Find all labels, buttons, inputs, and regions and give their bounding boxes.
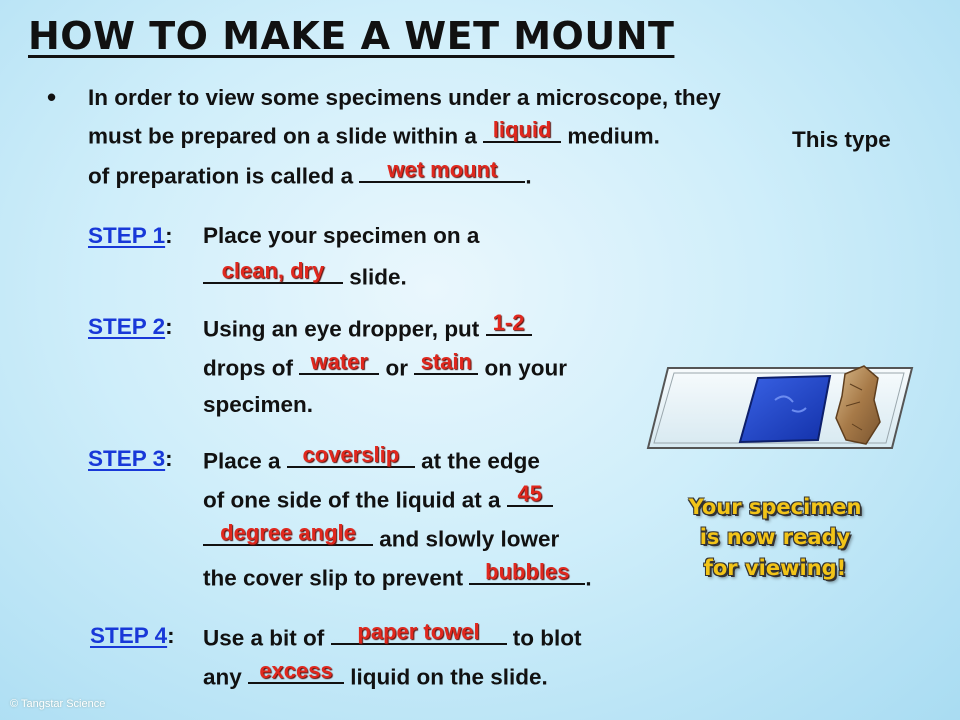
copyright-notice: © Tangstar Science [10, 698, 106, 710]
ready-line-2: is now ready [699, 525, 851, 550]
step-3-prevent: the cover slip to prevent [203, 565, 470, 591]
step-4-to-blot: to blot [506, 625, 582, 651]
answer-45: 45 [517, 480, 543, 506]
step-3-period: . [585, 565, 592, 591]
intro-line-2-medium: medium. [561, 123, 660, 149]
intro-line-2-text: must be prepared on a slide within a [88, 123, 484, 149]
blank-degree-angle [203, 519, 373, 546]
step-4-line-2 [203, 657, 548, 690]
step-1-line-1: Place your specimen on a [203, 223, 480, 248]
step-2-line-1 [203, 309, 532, 342]
intro-line-1: In order to view some specimens under a microscope, they [88, 85, 721, 110]
step-2-line-1-text: Using an eye dropper, put [203, 316, 486, 342]
step-1-label: STEP 1 [88, 223, 166, 248]
intro-line-2 [88, 116, 660, 149]
answer-wet-mount: wet mount [387, 156, 498, 182]
intro-line-3 [88, 156, 532, 189]
blank-bubbles [469, 558, 585, 585]
step-3-at-the-edge: at the edge [414, 448, 540, 474]
intro-line-3-text: of preparation is called a [88, 163, 360, 189]
answer-clean-dry: clean, dry [221, 257, 325, 283]
step-1-colon: : [165, 223, 173, 248]
step-1-slide-text: slide. [343, 264, 407, 290]
blank-45 [507, 480, 553, 507]
step-4-use-a-bit: Use a bit of [203, 625, 331, 651]
step-2-or: or [379, 355, 415, 381]
step-1-line-2 [203, 257, 407, 290]
step-3-slowly-lower: and slowly lower [373, 526, 560, 552]
step-1-heading [88, 222, 173, 249]
page-title: HOW TO MAKE A WET MOUNT [28, 14, 675, 58]
answer-drops: 1-2 [492, 309, 525, 335]
ready-message [660, 492, 890, 583]
answer-liquid: liquid [492, 116, 552, 142]
answer-bubbles: bubbles [485, 558, 570, 584]
step-4-label: STEP 4 [90, 623, 168, 648]
microscope-slide-illustration [640, 360, 920, 460]
step-3-line-4 [203, 558, 592, 591]
step-3-one-side: of one side of the liquid at a [203, 487, 507, 513]
step-3-line-2 [203, 480, 553, 513]
blank-coverslip [287, 441, 415, 468]
answer-paper-towel: paper towel [357, 618, 480, 644]
bullet-marker: • [47, 82, 57, 112]
intro-line-3-period: . [525, 163, 532, 189]
step-3-heading [88, 445, 173, 472]
step-4-liquid-on-slide: liquid on the slide. [344, 664, 548, 690]
ready-line-1: Your specimen [688, 495, 862, 519]
answer-stain: stain [420, 348, 472, 374]
step-2-line-2 [203, 348, 568, 381]
step-3-line-1 [203, 441, 540, 474]
blank-water [299, 348, 379, 375]
step-3-colon: : [165, 446, 173, 471]
answer-water: water [310, 348, 368, 374]
step-2-colon: : [165, 314, 173, 339]
blank-excess [248, 657, 344, 684]
step-3-place-a: Place a [203, 448, 287, 474]
step-4-heading [90, 622, 175, 649]
step-2-drops-of: drops of [203, 355, 300, 381]
step-3-label: STEP 3 [88, 446, 166, 471]
blank-clean-dry [203, 257, 343, 284]
step-4-colon: : [167, 623, 175, 648]
blank-wet-mount [359, 156, 525, 183]
answer-coverslip: coverslip [302, 441, 400, 467]
blank-paper-towel [331, 618, 507, 645]
step-2-line-3: specimen. [203, 392, 314, 417]
answer-excess: excess [259, 657, 333, 683]
step-4-line-1 [203, 618, 582, 651]
step-2-heading [88, 313, 173, 340]
step-2-on-your: on your [478, 355, 568, 381]
step-4-any: any [203, 664, 249, 690]
ready-line-3: for viewing! [703, 555, 847, 580]
answer-degree-angle: degree angle [220, 519, 356, 545]
blank-stain [414, 348, 478, 375]
blank-drops [486, 309, 532, 336]
step-3-line-3 [203, 519, 560, 552]
blank-liquid [483, 116, 561, 143]
step-2-label: STEP 2 [88, 314, 166, 339]
intro-line-2-tail: This type [792, 127, 891, 152]
